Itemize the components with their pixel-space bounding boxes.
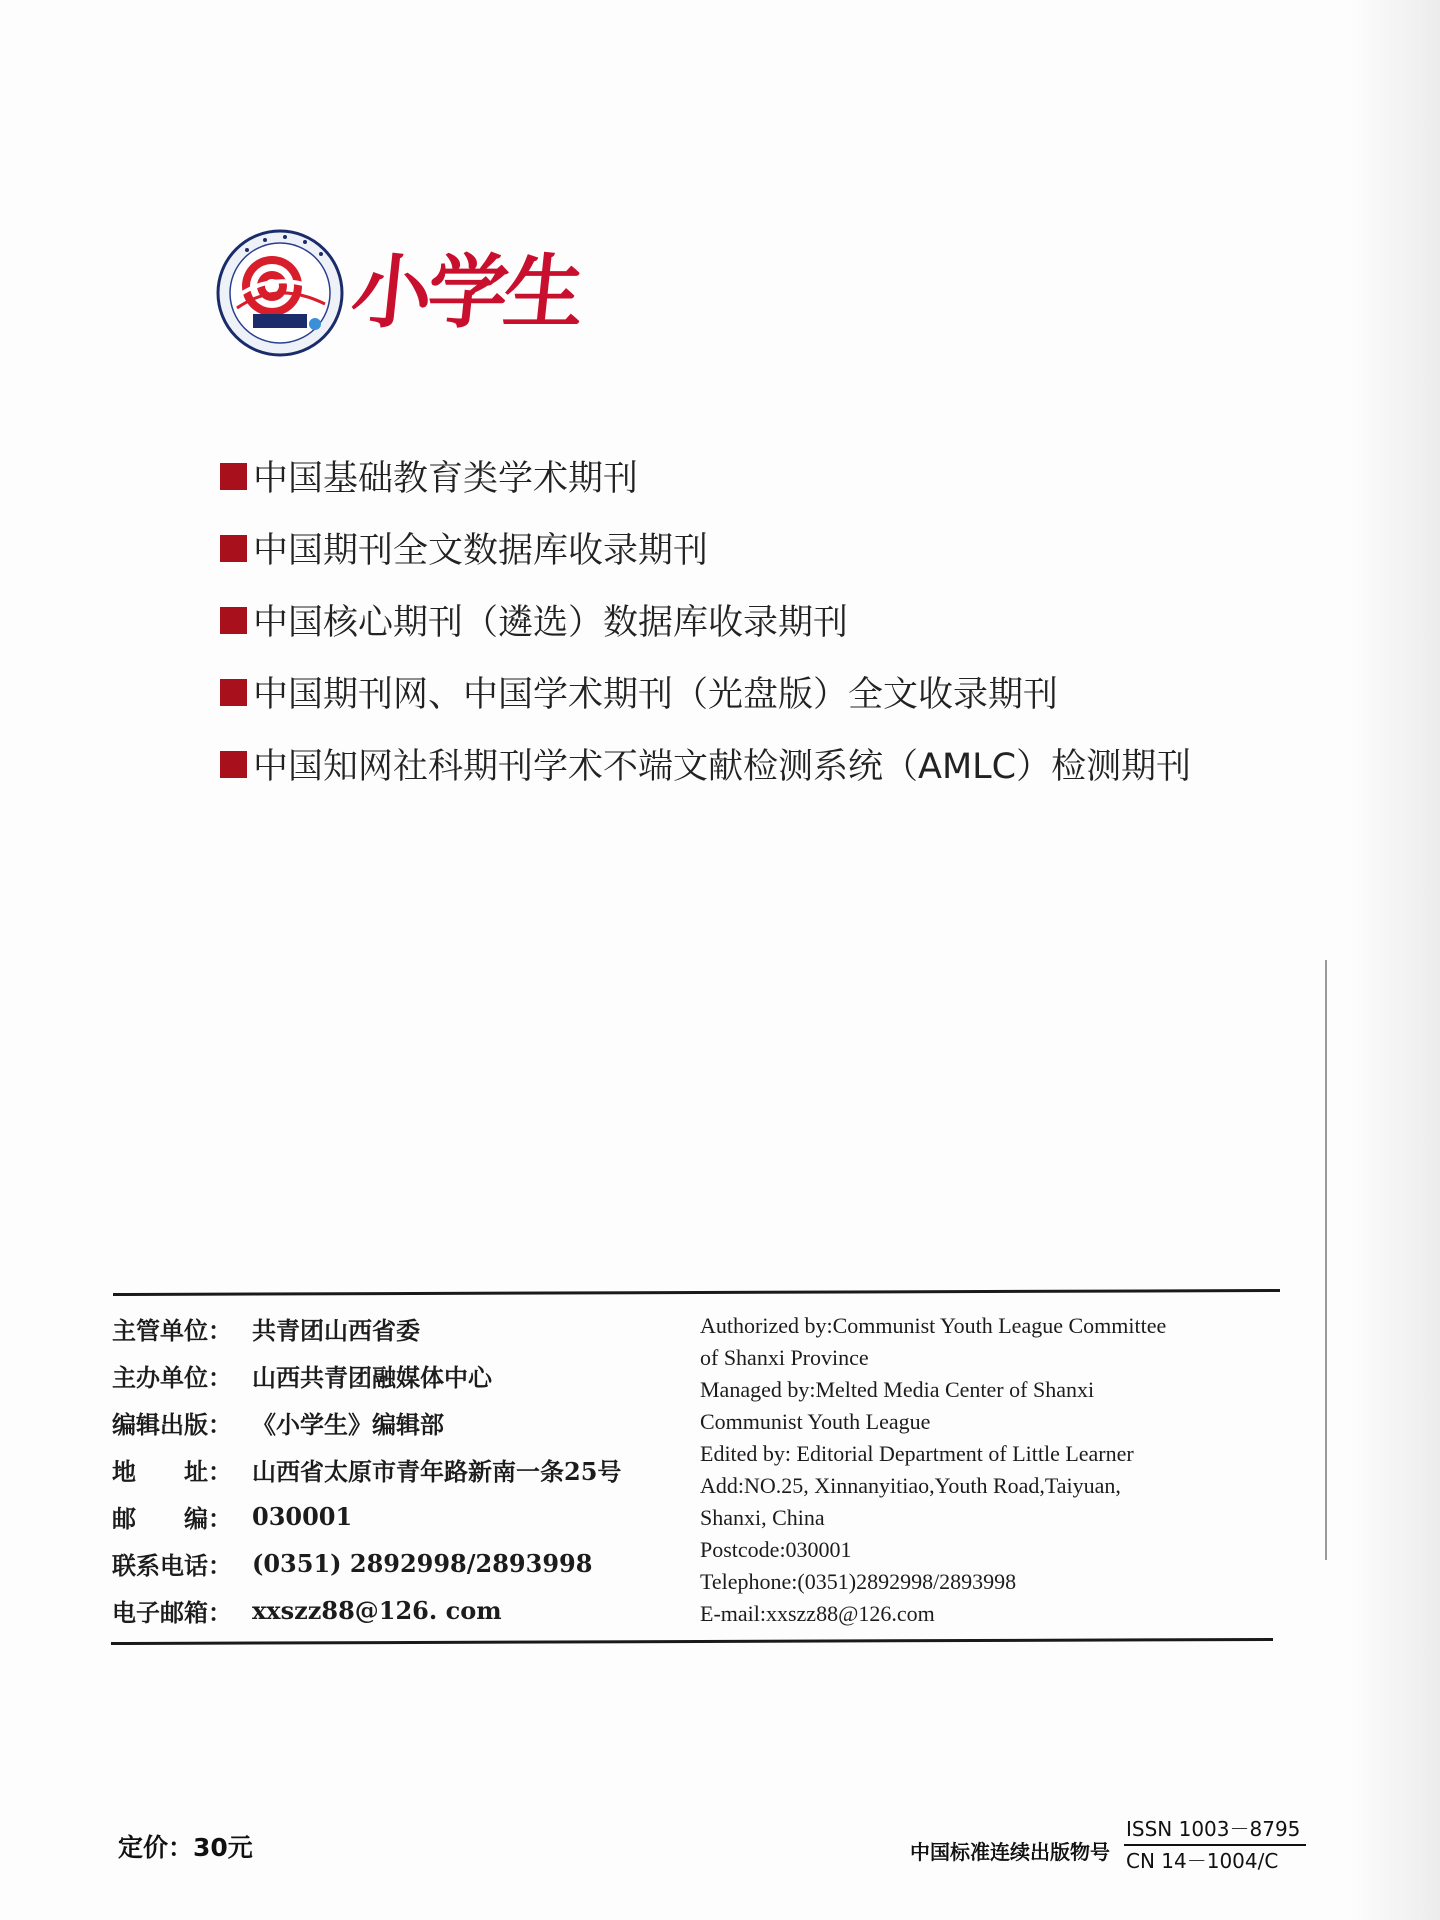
info-row-postcode — [112, 1493, 621, 1540]
info-value: 山西共青团融媒体中心 — [252, 1363, 492, 1392]
info-value: 《小学生》编辑部 — [252, 1410, 444, 1439]
bullet-square-icon — [220, 463, 247, 490]
info-row-address — [112, 1446, 621, 1493]
info-label: 电子邮箱： — [112, 1598, 232, 1627]
bullet-square-icon — [220, 607, 247, 634]
info-english — [700, 1310, 1260, 1630]
issn-number: ISSN 1003－8795 — [1124, 1816, 1306, 1846]
info-label: 地 址： — [112, 1457, 232, 1486]
en-line: Add:NO.25, Xinnanyitiao,Youth Road,Taiyuan, — [700, 1473, 1121, 1498]
info-row-publisher — [112, 1399, 621, 1446]
page-edge-line — [1325, 960, 1327, 1560]
indexing-item-text: 中国期刊网、中国学术期刊（光盘版）全文收录期刊 — [253, 675, 1059, 715]
info-row-supervisor — [112, 1305, 621, 1352]
info-label: 联系电话： — [112, 1551, 232, 1580]
info-chinese — [112, 1305, 621, 1634]
info-row-sponsor — [112, 1352, 621, 1399]
serial-number-label: 中国标准连续出版物号 — [910, 1840, 1110, 1864]
bullet-square-icon — [220, 751, 247, 778]
en-line: Shanxi, China — [700, 1505, 825, 1530]
info-label: 邮 编： — [112, 1504, 232, 1533]
brand-title: 小学生 — [347, 246, 585, 339]
en-line: E-mail:xxszz88@126.com — [700, 1601, 935, 1626]
en-line: Postcode:030001 — [700, 1537, 852, 1562]
info-bottom-rule — [111, 1638, 1273, 1645]
indexing-list-item — [220, 440, 1191, 512]
indexing-list-item — [220, 584, 1191, 656]
indexing-item-text: 中国知网社科期刊学术不端文献检测系统（AMLC）检测期刊 — [253, 747, 1192, 787]
info-value: (0351) 2892998/2893998 — [252, 1549, 593, 1578]
en-line: of Shanxi Province — [700, 1345, 869, 1370]
en-line: Authorized by:Communist Youth League Committee — [700, 1313, 1167, 1338]
indexing-list-item — [220, 728, 1191, 800]
info-row-phone — [112, 1540, 621, 1587]
indexing-item-text: 中国期刊全文数据库收录期刊 — [253, 531, 709, 571]
info-label: 编辑出版： — [112, 1410, 232, 1439]
serial-number-box — [1124, 1816, 1306, 1874]
info-value: 共青团山西省委 — [252, 1316, 420, 1345]
indexing-list — [220, 440, 1191, 800]
bullet-square-icon — [220, 535, 247, 562]
page-edge-shadow — [1350, 0, 1440, 1920]
journal-seal-logo-icon — [215, 228, 345, 358]
indexing-item-text: 中国基础教育类学术期刊 — [253, 459, 639, 499]
info-label: 主办单位： — [112, 1363, 232, 1392]
en-line: Communist Youth League — [700, 1409, 931, 1434]
info-value: xxszz88@126. com — [252, 1596, 502, 1625]
en-line: Managed by:Melted Media Center of Shanxi — [700, 1377, 1095, 1402]
info-top-rule — [113, 1289, 1280, 1296]
indexing-list-item — [220, 512, 1191, 584]
info-row-email — [112, 1587, 621, 1634]
info-value: 030001 — [252, 1502, 353, 1531]
info-label: 主管单位： — [112, 1316, 232, 1345]
cn-number: CN 14－1004/C — [1126, 1849, 1279, 1873]
info-value: 山西省太原市青年路新南一条25号 — [252, 1457, 622, 1486]
indexing-item-text: 中国核心期刊（遴选）数据库收录期刊 — [253, 603, 849, 643]
bullet-square-icon — [220, 679, 247, 706]
en-line: Telephone:(0351)2892998/2893998 — [700, 1569, 1017, 1594]
indexing-list-item — [220, 656, 1191, 728]
en-line: Edited by: Editorial Department of Little Learner — [700, 1441, 1134, 1466]
price-label: 定价：30元 — [118, 1833, 253, 1862]
